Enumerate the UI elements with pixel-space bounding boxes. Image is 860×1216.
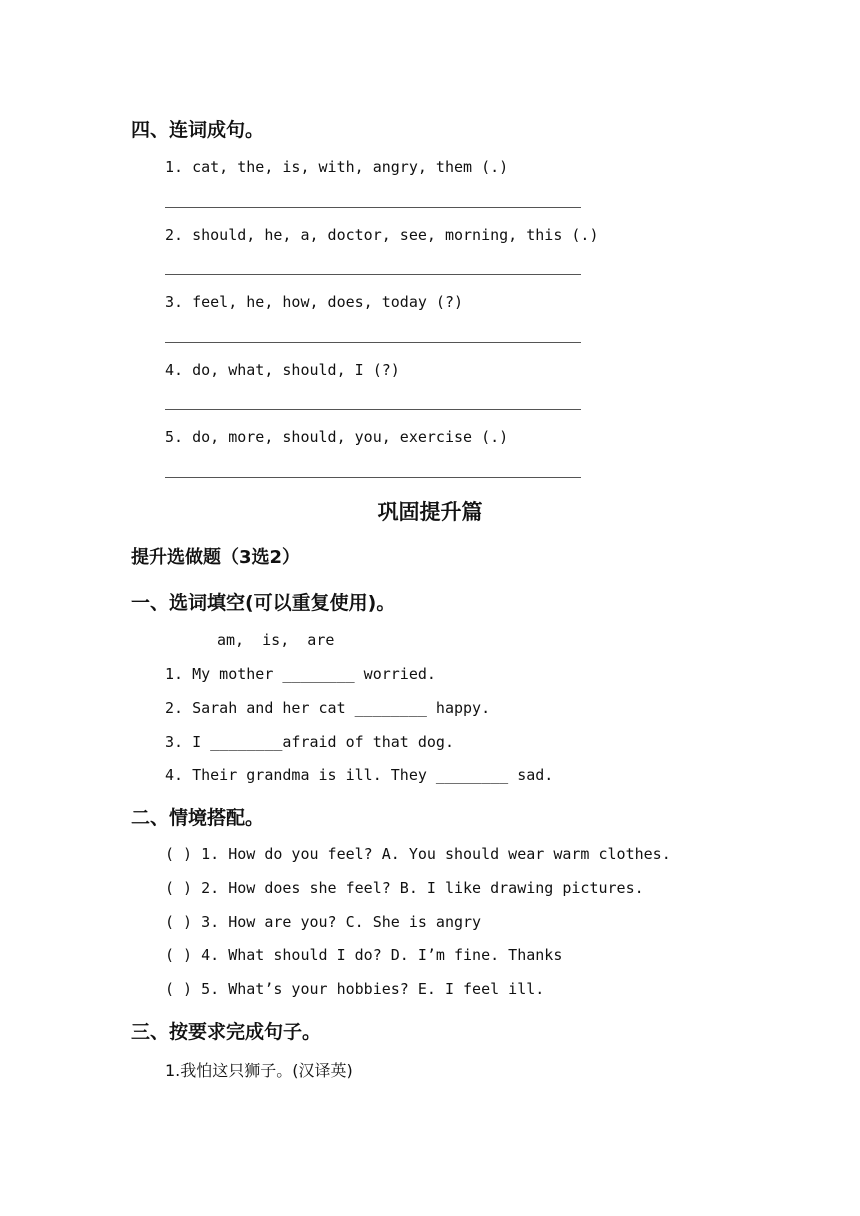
list-item: 1. cat, the, is, with, angry, them (.)	[165, 158, 509, 176]
section-four-title: 四、连词成句。	[131, 119, 265, 141]
list-item: 3. feel, he, how, does, today (?)	[165, 293, 464, 311]
answer-line	[165, 409, 581, 410]
list-item: ( ) 1. How do you feel? A. You should wear warm clothes.	[165, 845, 671, 863]
consolidation-subtitle: 提升选做题（3选2）	[131, 547, 301, 568]
list-item: 2. should, he, a, doctor, see, morning, this (.)	[165, 226, 599, 244]
part-one-title: 一、选词填空(可以重复使用)。	[131, 592, 396, 614]
word-bank: am, is, are	[217, 631, 335, 649]
part-two-title: 二、情境搭配。	[131, 807, 265, 829]
list-item: ( ) 3. How are you? C. She is angry	[165, 913, 482, 931]
list-item: 5. do, more, should, you, exercise (.)	[165, 428, 509, 446]
answer-line	[165, 207, 581, 208]
list-item: ( ) 4. What should I do? D. I’m fine. Thanks	[165, 946, 563, 964]
list-item: 2. Sarah and her cat ________ happy.	[165, 699, 491, 717]
list-item: 1.我怕这只狮子。(汉译英)	[165, 1061, 353, 1080]
list-item: 4. Their grandma is ill. They ________ sad.	[165, 766, 554, 784]
list-item: 1. My mother ________ worried.	[165, 665, 436, 683]
consolidation-title: 巩固提升篇	[377, 500, 483, 524]
list-item: 4. do, what, should, I (?)	[165, 361, 400, 379]
answer-line	[165, 477, 581, 478]
list-item: ( ) 5. What’s your hobbies? E. I feel ill.	[165, 980, 545, 998]
list-item: ( ) 2. How does she feel? B. I like drawing pictures.	[165, 879, 644, 897]
answer-line	[165, 274, 581, 275]
answer-line	[165, 342, 581, 343]
part-three-title: 三、按要求完成句子。	[131, 1021, 322, 1043]
list-item: 3. I ________afraid of that dog.	[165, 733, 454, 751]
